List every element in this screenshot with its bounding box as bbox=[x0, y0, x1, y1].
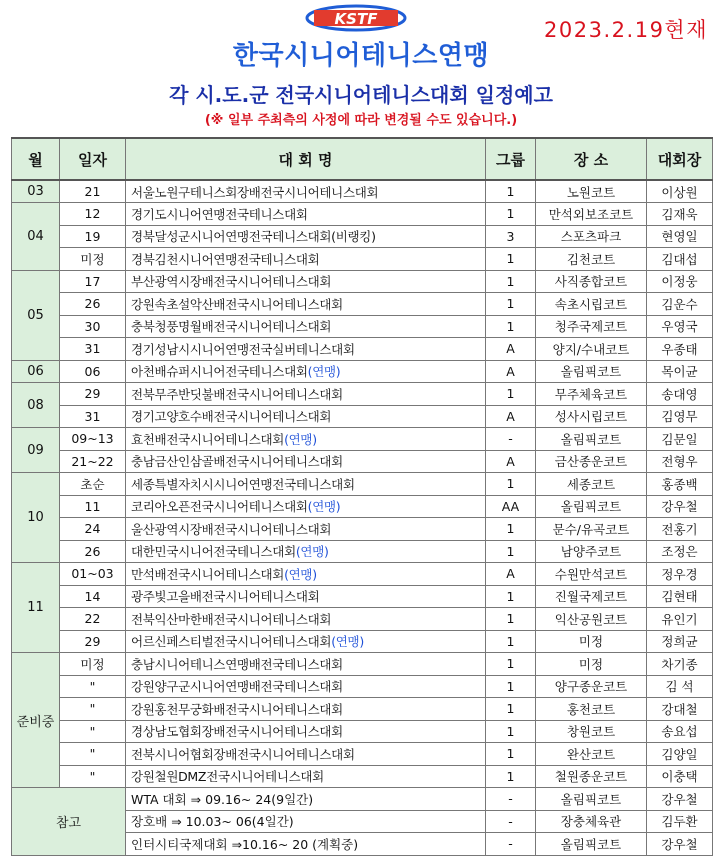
date-cell: " bbox=[60, 720, 126, 743]
event-name: 전북시니어협회장배전국시니어테니스대회 bbox=[131, 746, 355, 762]
venue-cell: 올림픽코트 bbox=[536, 788, 647, 811]
table-row bbox=[12, 630, 713, 653]
date-cell: " bbox=[60, 765, 126, 788]
table-row bbox=[12, 518, 713, 541]
event-name: 어르신페스티벌전국시니어테니스대회 bbox=[131, 634, 332, 650]
venue-cell: 홍천코트 bbox=[536, 698, 647, 721]
kstf-logo bbox=[304, 4, 408, 32]
director-cell: 전형우 bbox=[647, 450, 713, 473]
director-cell: 송대영 bbox=[647, 383, 713, 406]
director-cell: 이상원 bbox=[647, 180, 713, 203]
group-cell: 1 bbox=[486, 293, 536, 316]
event-name-cell bbox=[126, 518, 486, 541]
director-cell: 정우경 bbox=[647, 563, 713, 586]
table-row bbox=[12, 293, 713, 316]
group-cell: 1 bbox=[486, 698, 536, 721]
table-row bbox=[12, 203, 713, 226]
date-cell: 초순 bbox=[60, 473, 126, 496]
event-name: 경북달성군시니어연맹전국테니스대회(비랭킹) bbox=[131, 229, 376, 245]
venue-cell: 미정 bbox=[536, 630, 647, 653]
director-cell: 우종태 bbox=[647, 338, 713, 361]
date-cell: 31 bbox=[60, 338, 126, 361]
director-cell: 우영국 bbox=[647, 315, 713, 338]
date-cell: 26 bbox=[60, 540, 126, 563]
month-cell: 11 bbox=[12, 563, 60, 653]
director-cell: 정희균 bbox=[647, 630, 713, 653]
event-name: 충남시니어테니스연맹배전국테니스대회 bbox=[131, 656, 343, 672]
month-cell: 06 bbox=[12, 360, 60, 383]
event-name: 강원양구군시니어연맹배전국테니스대회 bbox=[131, 679, 343, 695]
director-cell: 강우철 bbox=[647, 495, 713, 518]
venue-cell: 세종코트 bbox=[536, 473, 647, 496]
venue-cell: 양구종운코트 bbox=[536, 675, 647, 698]
venue-cell: 완산코트 bbox=[536, 743, 647, 766]
event-name: 광주빛고을배전국시니어테니스대회 bbox=[131, 589, 320, 605]
event-name: 코리아오픈전국시니어테니스대회 bbox=[131, 499, 308, 515]
schedule-table bbox=[11, 137, 713, 856]
event-name-cell bbox=[126, 360, 486, 383]
event-name: 전북익산마한배전국시니어테니스대회 bbox=[131, 611, 332, 627]
event-name: 전북무주반딧불배전국시니어테니스대회 bbox=[131, 386, 343, 402]
venue-cell: 장충체육관 bbox=[536, 810, 647, 833]
event-name-cell bbox=[126, 653, 486, 676]
month-cell: 09 bbox=[12, 428, 60, 473]
date-cell: 21~22 bbox=[60, 450, 126, 473]
date-cell: 29 bbox=[60, 630, 126, 653]
group-cell: 1 bbox=[486, 630, 536, 653]
venue-cell: 올림픽코트 bbox=[536, 428, 647, 451]
group-cell: - bbox=[486, 428, 536, 451]
date-cell: 미정 bbox=[60, 653, 126, 676]
as-of-date: 2023.2.19현재 bbox=[544, 18, 708, 42]
event-name-cell bbox=[126, 698, 486, 721]
header-month: 월 bbox=[12, 138, 60, 180]
event-name: 강원속초설악산배전국시니어테니스대회 bbox=[131, 296, 343, 312]
date-cell: " bbox=[60, 675, 126, 698]
venue-cell: 수원만석코트 bbox=[536, 563, 647, 586]
event-name: 충북청풍명월배전국시니어테니스대회 bbox=[131, 319, 332, 335]
director-cell: 현영일 bbox=[647, 225, 713, 248]
venue-cell: 청주국제코트 bbox=[536, 315, 647, 338]
director-cell: 김대섭 bbox=[647, 248, 713, 271]
director-cell: 강대철 bbox=[647, 698, 713, 721]
event-name-cell bbox=[126, 608, 486, 631]
event-name-cell bbox=[126, 720, 486, 743]
header-name: 대 회 명 bbox=[126, 138, 486, 180]
federation-note: (연맹) bbox=[295, 544, 329, 560]
event-name: 경상남도협회장배전국시니어테니스대회 bbox=[131, 724, 343, 740]
venue-cell: 미정 bbox=[536, 653, 647, 676]
group-cell: 1 bbox=[486, 765, 536, 788]
event-name-cell bbox=[126, 495, 486, 518]
table-row bbox=[12, 360, 713, 383]
federation-note: (연맹) bbox=[307, 499, 341, 515]
date-cell: 17 bbox=[60, 270, 126, 293]
director-cell: 전홍기 bbox=[647, 518, 713, 541]
event-name-cell bbox=[126, 765, 486, 788]
date-cell: " bbox=[60, 698, 126, 721]
director-cell: 김운수 bbox=[647, 293, 713, 316]
table-row bbox=[12, 743, 713, 766]
director-cell: 강우철 bbox=[647, 833, 713, 856]
date-cell: 09~13 bbox=[60, 428, 126, 451]
director-cell: 김두환 bbox=[647, 810, 713, 833]
venue-cell: 성사시립코트 bbox=[536, 405, 647, 428]
venue-cell: 금산종운코트 bbox=[536, 450, 647, 473]
event-name: 경기도시니어연맹전국테니스대회 bbox=[131, 206, 308, 222]
reference-label-cell: 참고 bbox=[12, 788, 126, 856]
venue-cell: 남양주코트 bbox=[536, 540, 647, 563]
reference-row bbox=[12, 788, 713, 811]
table-row bbox=[12, 563, 713, 586]
group-cell: A bbox=[486, 563, 536, 586]
federation-note: (연맹) bbox=[284, 431, 317, 447]
event-name: 충남금산인삼골배전국시니어테니스대회 bbox=[131, 454, 343, 470]
event-name-cell bbox=[126, 383, 486, 406]
date-cell: 26 bbox=[60, 293, 126, 316]
group-cell: 1 bbox=[486, 653, 536, 676]
group-cell: 1 bbox=[486, 518, 536, 541]
venue-cell: 스포츠파크 bbox=[536, 225, 647, 248]
reference-event-cell: WTA 대회 ⇒ 09.16~ 24(9일간) bbox=[126, 788, 486, 811]
event-name: 대한민국시니어전국테니스대회 bbox=[131, 544, 296, 560]
event-name-cell bbox=[126, 428, 486, 451]
date-cell: 01~03 bbox=[60, 563, 126, 586]
table-row bbox=[12, 405, 713, 428]
director-cell: 목이균 bbox=[647, 360, 713, 383]
header-director: 대회장 bbox=[647, 138, 713, 180]
event-name: 경기성남시시니어연맹전국실버테니스대회 bbox=[131, 341, 355, 357]
event-name-cell bbox=[126, 743, 486, 766]
month-cell: 04 bbox=[12, 203, 60, 271]
group-cell: 1 bbox=[486, 473, 536, 496]
event-name: 강원홍천무궁화배전국시니어테니스대회 bbox=[131, 701, 343, 717]
venue-cell: 김천코트 bbox=[536, 248, 647, 271]
table-row bbox=[12, 495, 713, 518]
event-name-cell bbox=[126, 405, 486, 428]
table-row bbox=[12, 315, 713, 338]
venue-cell: 무주체육코트 bbox=[536, 383, 647, 406]
federation-note: (연맹) bbox=[284, 566, 317, 582]
group-cell: 1 bbox=[486, 248, 536, 271]
date-cell: 19 bbox=[60, 225, 126, 248]
event-name-cell bbox=[126, 585, 486, 608]
group-cell: 1 bbox=[486, 270, 536, 293]
venue-cell: 양지/수내코트 bbox=[536, 338, 647, 361]
month-cell: 준비중 bbox=[12, 653, 60, 788]
director-cell: 강우철 bbox=[647, 788, 713, 811]
change-notice: (※ 일부 주최측의 사정에 따라 변경될 수도 있습니다.) bbox=[204, 113, 518, 128]
group-cell: A bbox=[486, 450, 536, 473]
venue-cell: 올림픽코트 bbox=[536, 360, 647, 383]
director-cell: 이충택 bbox=[647, 765, 713, 788]
table-row bbox=[12, 473, 713, 496]
table-row bbox=[12, 450, 713, 473]
event-name: 세종특별자치시시니어연맹전국테니스대회 bbox=[131, 476, 355, 492]
group-cell: 1 bbox=[486, 203, 536, 226]
director-cell: 송요섭 bbox=[647, 720, 713, 743]
event-name-cell bbox=[126, 270, 486, 293]
event-name-cell bbox=[126, 540, 486, 563]
event-name: 울산광역시장배전국시니어테니스대회 bbox=[131, 521, 332, 537]
table-row bbox=[12, 180, 713, 203]
event-name-cell bbox=[126, 315, 486, 338]
table-row bbox=[12, 608, 713, 631]
table-body bbox=[12, 180, 713, 855]
event-name-cell bbox=[126, 630, 486, 653]
group-cell: A bbox=[486, 338, 536, 361]
organization-title: 한국시니어테니스연맹 bbox=[232, 41, 490, 71]
date-cell: 22 bbox=[60, 608, 126, 631]
venue-cell: 사직종합코트 bbox=[536, 270, 647, 293]
federation-note: (연맹) bbox=[307, 364, 341, 380]
venue-cell: 올림픽코트 bbox=[536, 495, 647, 518]
month-cell: 05 bbox=[12, 270, 60, 360]
group-cell: 1 bbox=[486, 743, 536, 766]
venue-cell: 속초시립코트 bbox=[536, 293, 647, 316]
event-name: 경북김천시니어연맹전국테니스대회 bbox=[131, 251, 320, 267]
venue-cell: 창원코트 bbox=[536, 720, 647, 743]
event-name-cell bbox=[126, 248, 486, 271]
director-cell: 유인기 bbox=[647, 608, 713, 631]
reference-event-cell: 장호배 ⇒ 10.03~ 06(4일간) bbox=[126, 810, 486, 833]
event-name: 부산광역시장배전국시니어테니스대회 bbox=[131, 274, 332, 290]
header-group: 그룹 bbox=[486, 138, 536, 180]
table-row bbox=[12, 248, 713, 271]
director-cell: 김문일 bbox=[647, 428, 713, 451]
venue-cell: 진월국제코트 bbox=[536, 585, 647, 608]
date-cell: 14 bbox=[60, 585, 126, 608]
venue-cell: 만석외보조코트 bbox=[536, 203, 647, 226]
event-name-cell bbox=[126, 203, 486, 226]
event-name-cell bbox=[126, 473, 486, 496]
venue-cell: 철원종운코트 bbox=[536, 765, 647, 788]
event-name: 서울노원구테니스회장배전국시니어테니스대회 bbox=[131, 184, 379, 200]
group-cell: 1 bbox=[486, 383, 536, 406]
venue-cell: 노원코트 bbox=[536, 180, 647, 203]
event-name: 강원철원DMZ전국시니어테니스대회 bbox=[131, 769, 324, 785]
date-cell: 30 bbox=[60, 315, 126, 338]
event-name-cell bbox=[126, 225, 486, 248]
table-row bbox=[12, 540, 713, 563]
event-name-cell bbox=[126, 675, 486, 698]
group-cell: 1 bbox=[486, 315, 536, 338]
date-cell: 31 bbox=[60, 405, 126, 428]
group-cell: - bbox=[486, 788, 536, 811]
table-row bbox=[12, 428, 713, 451]
month-cell: 10 bbox=[12, 473, 60, 563]
director-cell: 김양일 bbox=[647, 743, 713, 766]
event-name: 효천배전국시니어테니스대회 bbox=[131, 431, 285, 447]
group-cell: 1 bbox=[486, 585, 536, 608]
director-cell: 차기종 bbox=[647, 653, 713, 676]
event-name-cell bbox=[126, 338, 486, 361]
director-cell: 김 석 bbox=[647, 675, 713, 698]
date-cell: 24 bbox=[60, 518, 126, 541]
table-row bbox=[12, 585, 713, 608]
director-cell: 조정은 bbox=[647, 540, 713, 563]
table-row bbox=[12, 653, 713, 676]
header-date: 일자 bbox=[60, 138, 126, 180]
group-cell: - bbox=[486, 810, 536, 833]
group-cell: 1 bbox=[486, 675, 536, 698]
table-header-row bbox=[12, 138, 713, 180]
table-row bbox=[12, 675, 713, 698]
header-venue: 장 소 bbox=[536, 138, 647, 180]
director-cell: 김재욱 bbox=[647, 203, 713, 226]
group-cell: A bbox=[486, 405, 536, 428]
group-cell: - bbox=[486, 833, 536, 856]
venue-cell: 문수/유곡코트 bbox=[536, 518, 647, 541]
table-row bbox=[12, 383, 713, 406]
date-cell: 12 bbox=[60, 203, 126, 226]
federation-note: (연맹) bbox=[331, 634, 364, 650]
director-cell: 김현태 bbox=[647, 585, 713, 608]
table-row bbox=[12, 720, 713, 743]
date-cell: 11 bbox=[60, 495, 126, 518]
date-cell: " bbox=[60, 743, 126, 766]
table-row bbox=[12, 698, 713, 721]
group-cell: AA bbox=[486, 495, 536, 518]
group-cell: 1 bbox=[486, 180, 536, 203]
group-cell: 1 bbox=[486, 720, 536, 743]
director-cell: 홍종백 bbox=[647, 473, 713, 496]
group-cell: A bbox=[486, 360, 536, 383]
group-cell: 1 bbox=[486, 540, 536, 563]
table-row bbox=[12, 338, 713, 361]
event-name-cell bbox=[126, 450, 486, 473]
table-row bbox=[12, 225, 713, 248]
logo-text: KSTF bbox=[334, 10, 378, 28]
table-row bbox=[12, 270, 713, 293]
venue-cell: 익산공원코트 bbox=[536, 608, 647, 631]
event-name-cell bbox=[126, 563, 486, 586]
group-cell: 1 bbox=[486, 608, 536, 631]
event-name-cell bbox=[126, 293, 486, 316]
table-row bbox=[12, 765, 713, 788]
month-cell: 08 bbox=[12, 383, 60, 428]
director-cell: 김영무 bbox=[647, 405, 713, 428]
month-cell: 03 bbox=[12, 180, 60, 203]
reference-event-cell: 인터시티국제대회 ⇒10.16~ 20 (계획중) bbox=[126, 833, 486, 856]
event-name-cell bbox=[126, 180, 486, 203]
date-cell: 미정 bbox=[60, 248, 126, 271]
event-name: 아천배슈퍼시니어전국테니스대회 bbox=[131, 364, 308, 380]
venue-cell: 올림픽코트 bbox=[536, 833, 647, 856]
director-cell: 이정웅 bbox=[647, 270, 713, 293]
date-cell: 29 bbox=[60, 383, 126, 406]
event-name: 경기고양호수배전국시니어테니스대회 bbox=[131, 409, 332, 425]
event-name: 만석배전국시니어테니스대회 bbox=[131, 566, 285, 582]
group-cell: 3 bbox=[486, 225, 536, 248]
date-cell: 21 bbox=[60, 180, 126, 203]
date-cell: 06 bbox=[60, 360, 126, 383]
document-subtitle: 각 시.도.군 전국시니어테니스대회 일정예고 bbox=[169, 83, 553, 107]
